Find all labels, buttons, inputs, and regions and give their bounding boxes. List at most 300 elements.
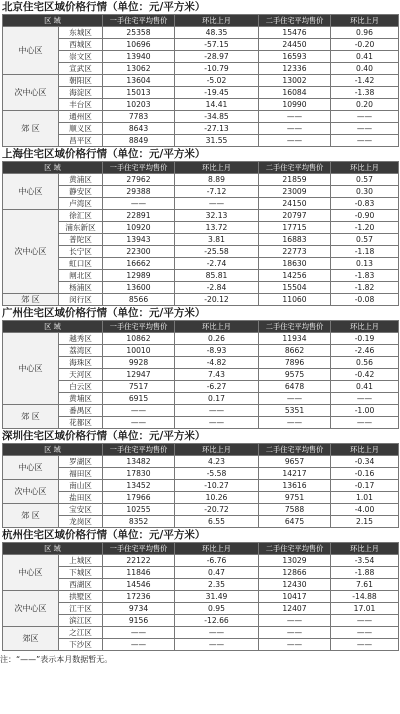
resale-price-cell: 12866 bbox=[259, 567, 331, 579]
resale-change-cell: -0.16 bbox=[331, 468, 399, 480]
table-row bbox=[3, 234, 399, 246]
district-cell: 杨浦区 bbox=[59, 282, 103, 294]
resale-change-cell: 0.96 bbox=[331, 27, 399, 39]
new-home-change-cell: -10.79 bbox=[175, 63, 259, 75]
district-cell: 宝安区 bbox=[59, 504, 103, 516]
table-row bbox=[3, 627, 399, 639]
table-row bbox=[3, 417, 399, 429]
resale-price-cell: 6475 bbox=[259, 516, 331, 528]
price-report bbox=[2, 1, 398, 651]
resale-price-cell: 7896 bbox=[259, 357, 331, 369]
new-home-change-cell: —— bbox=[175, 639, 259, 651]
resale-change-cell: 0.30 bbox=[331, 186, 399, 198]
resale-price-cell: 10417 bbox=[259, 591, 331, 603]
price-table bbox=[2, 542, 399, 651]
new-home-price-cell: 22122 bbox=[103, 555, 175, 567]
new-home-price-cell: —— bbox=[103, 417, 175, 429]
new-home-price-header: 一手住宅平均售价 bbox=[103, 444, 175, 456]
district-cell: 闸北区 bbox=[59, 270, 103, 282]
resale-price-cell: 14217 bbox=[259, 468, 331, 480]
new-home-change-cell: 0.95 bbox=[175, 603, 259, 615]
resale-change-cell: —— bbox=[331, 393, 399, 405]
new-home-price-cell: 17966 bbox=[103, 492, 175, 504]
new-home-change-cell: —— bbox=[175, 627, 259, 639]
new-home-price-cell: 22300 bbox=[103, 246, 175, 258]
resale-change-cell: 1.01 bbox=[331, 492, 399, 504]
resale-change-cell: —— bbox=[331, 135, 399, 147]
table-row bbox=[3, 51, 399, 63]
section-title: 上海住宅区域价格行情（单位：元/平方米） bbox=[2, 148, 206, 160]
resale-change-cell: 17.01 bbox=[331, 603, 399, 615]
resale-price-cell: —— bbox=[259, 417, 331, 429]
resale-change-cell: 7.61 bbox=[331, 579, 399, 591]
resale-price-cell: —— bbox=[259, 123, 331, 135]
resale-change-cell: -0.42 bbox=[331, 369, 399, 381]
new-home-price-cell: 13452 bbox=[103, 480, 175, 492]
resale-change-cell: -1.42 bbox=[331, 75, 399, 87]
table-row bbox=[3, 75, 399, 87]
district-cell: 长宁区 bbox=[59, 246, 103, 258]
region-header: 区 域 bbox=[3, 15, 103, 27]
new-home-price-cell: 13482 bbox=[103, 456, 175, 468]
new-home-change-cell: -6.76 bbox=[175, 555, 259, 567]
new-home-change-header: 环比上月 bbox=[175, 444, 259, 456]
resale-change-cell: -14.88 bbox=[331, 591, 399, 603]
resale-price-cell: —— bbox=[259, 627, 331, 639]
new-home-change-cell: 0.26 bbox=[175, 333, 259, 345]
new-home-change-cell: 85.81 bbox=[175, 270, 259, 282]
new-home-price-cell: 8643 bbox=[103, 123, 175, 135]
table-row bbox=[3, 111, 399, 123]
resale-change-cell: —— bbox=[331, 615, 399, 627]
district-cell: 龙岗区 bbox=[59, 516, 103, 528]
resale-change-cell: 2.15 bbox=[331, 516, 399, 528]
resale-price-header: 二手住宅平均售价 bbox=[259, 543, 331, 555]
district-cell: 黄浦区 bbox=[59, 174, 103, 186]
new-home-change-cell: -19.45 bbox=[175, 87, 259, 99]
resale-price-header: 二手住宅平均售价 bbox=[259, 15, 331, 27]
new-home-price-cell: 12947 bbox=[103, 369, 175, 381]
new-home-change-cell: 13.72 bbox=[175, 222, 259, 234]
resale-change-cell: -1.83 bbox=[331, 270, 399, 282]
resale-change-cell: -1.20 bbox=[331, 222, 399, 234]
resale-price-cell: 16084 bbox=[259, 87, 331, 99]
region-header: 区 域 bbox=[3, 321, 103, 333]
new-home-price-cell: 8849 bbox=[103, 135, 175, 147]
table-row bbox=[3, 186, 399, 198]
new-home-change-cell: -2.84 bbox=[175, 282, 259, 294]
resale-change-cell: -0.19 bbox=[331, 333, 399, 345]
district-cell: 罗湖区 bbox=[59, 456, 103, 468]
new-home-price-cell: 12989 bbox=[103, 270, 175, 282]
district-cell: 下城区 bbox=[59, 567, 103, 579]
resale-change-cell: 0.41 bbox=[331, 51, 399, 63]
price-table bbox=[2, 443, 399, 528]
section-title: 北京住宅区域价格行情（单位：元/平方米） bbox=[2, 1, 206, 13]
section-title: 深圳住宅区域价格行情（单位：元/平方米） bbox=[2, 430, 206, 442]
resale-change-cell: -0.90 bbox=[331, 210, 399, 222]
table-header-row bbox=[3, 444, 399, 456]
district-cell: 丰台区 bbox=[59, 99, 103, 111]
new-home-price-cell: 11846 bbox=[103, 567, 175, 579]
region-cell: 中心区 bbox=[3, 333, 59, 405]
resale-change-cell: -4.00 bbox=[331, 504, 399, 516]
table-row bbox=[3, 270, 399, 282]
district-cell: 番禺区 bbox=[59, 405, 103, 417]
table-header-row bbox=[3, 15, 399, 27]
table-row bbox=[3, 492, 399, 504]
resale-change-cell: -1.00 bbox=[331, 405, 399, 417]
new-home-price-cell: 13062 bbox=[103, 63, 175, 75]
new-home-price-header: 一手住宅平均售价 bbox=[103, 162, 175, 174]
resale-change-cell: —— bbox=[331, 123, 399, 135]
resale-change-cell: -1.82 bbox=[331, 282, 399, 294]
district-cell: 通州区 bbox=[59, 111, 103, 123]
new-home-change-cell: 31.55 bbox=[175, 135, 259, 147]
table-row bbox=[3, 333, 399, 345]
district-cell: 朝阳区 bbox=[59, 75, 103, 87]
resale-price-cell: —— bbox=[259, 135, 331, 147]
district-cell: 东城区 bbox=[59, 27, 103, 39]
new-home-change-cell: -20.72 bbox=[175, 504, 259, 516]
resale-price-cell: 11934 bbox=[259, 333, 331, 345]
new-home-price-cell: 10862 bbox=[103, 333, 175, 345]
region-cell: 次中心区 bbox=[3, 75, 59, 111]
resale-change-cell: -2.46 bbox=[331, 345, 399, 357]
table-row bbox=[3, 99, 399, 111]
district-cell: 黄埔区 bbox=[59, 393, 103, 405]
region-cell: 次中心区 bbox=[3, 591, 59, 627]
new-home-change-cell: -10.27 bbox=[175, 480, 259, 492]
district-cell: 顺义区 bbox=[59, 123, 103, 135]
region-header: 区 域 bbox=[3, 444, 103, 456]
new-home-change-cell: -57.15 bbox=[175, 39, 259, 51]
new-home-change-cell: -20.12 bbox=[175, 294, 259, 306]
table-header-row bbox=[3, 321, 399, 333]
new-home-change-cell: -8.93 bbox=[175, 345, 259, 357]
new-home-change-cell: -5.02 bbox=[175, 75, 259, 87]
new-home-change-cell: 6.55 bbox=[175, 516, 259, 528]
table-row bbox=[3, 246, 399, 258]
region-cell: 郊区 bbox=[3, 627, 59, 651]
new-home-change-cell: 10.26 bbox=[175, 492, 259, 504]
table-row bbox=[3, 27, 399, 39]
table-row bbox=[3, 174, 399, 186]
resale-price-cell: 13616 bbox=[259, 480, 331, 492]
new-home-price-cell: 27962 bbox=[103, 174, 175, 186]
resale-price-cell: 16593 bbox=[259, 51, 331, 63]
new-home-change-cell: 0.17 bbox=[175, 393, 259, 405]
new-home-change-cell: -7.12 bbox=[175, 186, 259, 198]
table-row bbox=[3, 555, 399, 567]
region-cell: 郊 区 bbox=[3, 405, 59, 429]
new-home-price-cell: —— bbox=[103, 639, 175, 651]
resale-change-cell: -0.34 bbox=[331, 456, 399, 468]
resale-change-cell: 0.20 bbox=[331, 99, 399, 111]
new-home-price-cell: 7783 bbox=[103, 111, 175, 123]
region-cell: 郊 区 bbox=[3, 111, 59, 147]
new-home-change-cell: 48.35 bbox=[175, 27, 259, 39]
resale-change-cell: -0.83 bbox=[331, 198, 399, 210]
new-home-price-cell: —— bbox=[103, 405, 175, 417]
resale-change-header: 环比上月 bbox=[331, 321, 399, 333]
new-home-change-cell: 4.23 bbox=[175, 456, 259, 468]
new-home-change-cell: 0.47 bbox=[175, 567, 259, 579]
district-cell: 上城区 bbox=[59, 555, 103, 567]
resale-price-cell: 13002 bbox=[259, 75, 331, 87]
resale-price-cell: 15504 bbox=[259, 282, 331, 294]
district-cell: 越秀区 bbox=[59, 333, 103, 345]
resale-price-cell: 13029 bbox=[259, 555, 331, 567]
new-home-price-cell: 10696 bbox=[103, 39, 175, 51]
district-cell: 闵行区 bbox=[59, 294, 103, 306]
resale-price-cell: 14256 bbox=[259, 270, 331, 282]
new-home-price-cell: 16662 bbox=[103, 258, 175, 270]
new-home-change-cell: -34.85 bbox=[175, 111, 259, 123]
price-table bbox=[2, 161, 399, 306]
price-table bbox=[2, 14, 399, 147]
table-row bbox=[3, 222, 399, 234]
table-row bbox=[3, 504, 399, 516]
table-header-row bbox=[3, 162, 399, 174]
resale-price-cell: —— bbox=[259, 111, 331, 123]
resale-price-header: 二手住宅平均售价 bbox=[259, 321, 331, 333]
resale-change-cell: —— bbox=[331, 639, 399, 651]
table-row bbox=[3, 282, 399, 294]
table-row bbox=[3, 579, 399, 591]
new-home-price-cell: 9928 bbox=[103, 357, 175, 369]
resale-price-cell: 9657 bbox=[259, 456, 331, 468]
new-home-change-header: 环比上月 bbox=[175, 543, 259, 555]
resale-price-cell: 21859 bbox=[259, 174, 331, 186]
resale-price-cell: 9575 bbox=[259, 369, 331, 381]
resale-change-cell: -1.88 bbox=[331, 567, 399, 579]
price-table bbox=[2, 320, 399, 429]
district-cell: 普陀区 bbox=[59, 234, 103, 246]
table-row bbox=[3, 381, 399, 393]
new-home-price-cell: 17830 bbox=[103, 468, 175, 480]
resale-change-cell: -0.08 bbox=[331, 294, 399, 306]
new-home-change-cell: -5.58 bbox=[175, 468, 259, 480]
new-home-price-cell: 13600 bbox=[103, 282, 175, 294]
district-cell: 下沙区 bbox=[59, 639, 103, 651]
new-home-change-cell: -28.97 bbox=[175, 51, 259, 63]
new-home-price-cell: 8566 bbox=[103, 294, 175, 306]
new-home-change-header: 环比上月 bbox=[175, 15, 259, 27]
footnote: 注：“——”表示本月数据暂无。 bbox=[0, 655, 113, 664]
table-row bbox=[3, 639, 399, 651]
resale-change-cell: -1.18 bbox=[331, 246, 399, 258]
resale-price-cell: 18630 bbox=[259, 258, 331, 270]
district-cell: 滨江区 bbox=[59, 615, 103, 627]
new-home-price-cell: 6915 bbox=[103, 393, 175, 405]
resale-price-cell: 23009 bbox=[259, 186, 331, 198]
resale-price-header: 二手住宅平均售价 bbox=[259, 444, 331, 456]
resale-price-cell: 16883 bbox=[259, 234, 331, 246]
new-home-price-cell: 14546 bbox=[103, 579, 175, 591]
table-row bbox=[3, 39, 399, 51]
new-home-change-cell: 14.41 bbox=[175, 99, 259, 111]
region-cell: 郊 区 bbox=[3, 504, 59, 528]
region-header: 区 域 bbox=[3, 162, 103, 174]
resale-price-cell: 8662 bbox=[259, 345, 331, 357]
table-row bbox=[3, 63, 399, 75]
new-home-change-cell: -27.13 bbox=[175, 123, 259, 135]
district-cell: 海珠区 bbox=[59, 357, 103, 369]
district-cell: 之江区 bbox=[59, 627, 103, 639]
district-cell: 白云区 bbox=[59, 381, 103, 393]
resale-price-cell: 7588 bbox=[259, 504, 331, 516]
resale-change-cell: -0.20 bbox=[331, 39, 399, 51]
district-cell: 西湖区 bbox=[59, 579, 103, 591]
new-home-price-cell: 10255 bbox=[103, 504, 175, 516]
table-row bbox=[3, 135, 399, 147]
district-cell: 荔湾区 bbox=[59, 345, 103, 357]
district-cell: 昌平区 bbox=[59, 135, 103, 147]
district-cell: 宣武区 bbox=[59, 63, 103, 75]
table-row bbox=[3, 591, 399, 603]
new-home-price-cell: 17236 bbox=[103, 591, 175, 603]
resale-change-cell: -1.38 bbox=[331, 87, 399, 99]
new-home-price-cell: 10920 bbox=[103, 222, 175, 234]
resale-change-header: 环比上月 bbox=[331, 543, 399, 555]
table-row bbox=[3, 123, 399, 135]
resale-price-cell: 10990 bbox=[259, 99, 331, 111]
region-cell: 次中心区 bbox=[3, 480, 59, 504]
table-row bbox=[3, 480, 399, 492]
resale-change-cell: 0.41 bbox=[331, 381, 399, 393]
resale-change-cell: -0.17 bbox=[331, 480, 399, 492]
new-home-price-cell: 10203 bbox=[103, 99, 175, 111]
resale-price-cell: 15476 bbox=[259, 27, 331, 39]
resale-price-cell: —— bbox=[259, 639, 331, 651]
new-home-change-cell: -2.74 bbox=[175, 258, 259, 270]
resale-price-cell: 9751 bbox=[259, 492, 331, 504]
resale-price-header: 二手住宅平均售价 bbox=[259, 162, 331, 174]
resale-price-cell: 12407 bbox=[259, 603, 331, 615]
new-home-change-cell: 31.49 bbox=[175, 591, 259, 603]
table-row bbox=[3, 567, 399, 579]
resale-price-cell: 17715 bbox=[259, 222, 331, 234]
new-home-price-cell: 25358 bbox=[103, 27, 175, 39]
new-home-change-cell: —— bbox=[175, 198, 259, 210]
new-home-change-cell: 3.81 bbox=[175, 234, 259, 246]
resale-price-cell: 11060 bbox=[259, 294, 331, 306]
table-row bbox=[3, 405, 399, 417]
table-row bbox=[3, 393, 399, 405]
new-home-change-cell: 32.13 bbox=[175, 210, 259, 222]
resale-change-cell: 0.40 bbox=[331, 63, 399, 75]
table-row bbox=[3, 357, 399, 369]
table-row bbox=[3, 369, 399, 381]
table-row bbox=[3, 198, 399, 210]
new-home-price-header: 一手住宅平均售价 bbox=[103, 321, 175, 333]
new-home-price-cell: 22891 bbox=[103, 210, 175, 222]
section-title: 广州住宅区域价格行情（单位：元/平方米） bbox=[2, 307, 206, 319]
district-cell: 虹口区 bbox=[59, 258, 103, 270]
district-cell: 崇文区 bbox=[59, 51, 103, 63]
section-title: 杭州住宅区域价格行情（单位：元/平方米） bbox=[2, 529, 206, 541]
new-home-price-cell: —— bbox=[103, 198, 175, 210]
region-cell: 中心区 bbox=[3, 555, 59, 591]
new-home-change-cell: -12.66 bbox=[175, 615, 259, 627]
resale-price-cell: 24450 bbox=[259, 39, 331, 51]
resale-price-cell: 5351 bbox=[259, 405, 331, 417]
new-home-price-cell: 13943 bbox=[103, 234, 175, 246]
resale-change-cell: 0.57 bbox=[331, 234, 399, 246]
new-home-change-cell: 7.43 bbox=[175, 369, 259, 381]
new-home-change-header: 环比上月 bbox=[175, 162, 259, 174]
new-home-price-cell: 7517 bbox=[103, 381, 175, 393]
new-home-price-cell: 15013 bbox=[103, 87, 175, 99]
region-cell: 郊 区 bbox=[3, 294, 59, 306]
new-home-price-cell: 29388 bbox=[103, 186, 175, 198]
new-home-price-header: 一手住宅平均售价 bbox=[103, 15, 175, 27]
resale-price-cell: —— bbox=[259, 615, 331, 627]
district-cell: 花都区 bbox=[59, 417, 103, 429]
new-home-price-cell: 13940 bbox=[103, 51, 175, 63]
district-cell: 卢湾区 bbox=[59, 198, 103, 210]
region-cell: 中心区 bbox=[3, 456, 59, 480]
district-cell: 福田区 bbox=[59, 468, 103, 480]
new-home-change-cell: -25.58 bbox=[175, 246, 259, 258]
resale-change-cell: 0.56 bbox=[331, 357, 399, 369]
resale-price-cell: 12336 bbox=[259, 63, 331, 75]
new-home-change-cell: 8.89 bbox=[175, 174, 259, 186]
new-home-price-cell: —— bbox=[103, 627, 175, 639]
resale-change-cell: -3.54 bbox=[331, 555, 399, 567]
resale-price-cell: —— bbox=[259, 393, 331, 405]
resale-price-cell: 6478 bbox=[259, 381, 331, 393]
district-cell: 拱墅区 bbox=[59, 591, 103, 603]
table-row bbox=[3, 345, 399, 357]
resale-change-cell: 0.57 bbox=[331, 174, 399, 186]
resale-change-cell: —— bbox=[331, 417, 399, 429]
district-cell: 盐田区 bbox=[59, 492, 103, 504]
new-home-price-cell: 8352 bbox=[103, 516, 175, 528]
new-home-change-cell: —— bbox=[175, 417, 259, 429]
table-row bbox=[3, 258, 399, 270]
district-cell: 江干区 bbox=[59, 603, 103, 615]
table-row bbox=[3, 456, 399, 468]
resale-price-cell: 20797 bbox=[259, 210, 331, 222]
resale-change-header: 环比上月 bbox=[331, 444, 399, 456]
new-home-change-cell: -4.82 bbox=[175, 357, 259, 369]
table-row bbox=[3, 87, 399, 99]
new-home-price-cell: 9156 bbox=[103, 615, 175, 627]
resale-change-header: 环比上月 bbox=[331, 162, 399, 174]
district-cell: 西城区 bbox=[59, 39, 103, 51]
new-home-change-cell: -6.27 bbox=[175, 381, 259, 393]
district-cell: 天河区 bbox=[59, 369, 103, 381]
district-cell: 南山区 bbox=[59, 480, 103, 492]
table-row bbox=[3, 516, 399, 528]
region-header: 区 域 bbox=[3, 543, 103, 555]
new-home-change-cell: —— bbox=[175, 405, 259, 417]
new-home-price-cell: 9734 bbox=[103, 603, 175, 615]
resale-price-cell: 12430 bbox=[259, 579, 331, 591]
new-home-change-header: 环比上月 bbox=[175, 321, 259, 333]
table-row bbox=[3, 294, 399, 306]
new-home-price-cell: 13604 bbox=[103, 75, 175, 87]
table-header-row bbox=[3, 543, 399, 555]
resale-change-cell: —— bbox=[331, 627, 399, 639]
resale-change-cell: 0.13 bbox=[331, 258, 399, 270]
resale-price-cell: 24150 bbox=[259, 198, 331, 210]
table-row bbox=[3, 210, 399, 222]
table-row bbox=[3, 468, 399, 480]
region-cell: 次中心区 bbox=[3, 210, 59, 294]
